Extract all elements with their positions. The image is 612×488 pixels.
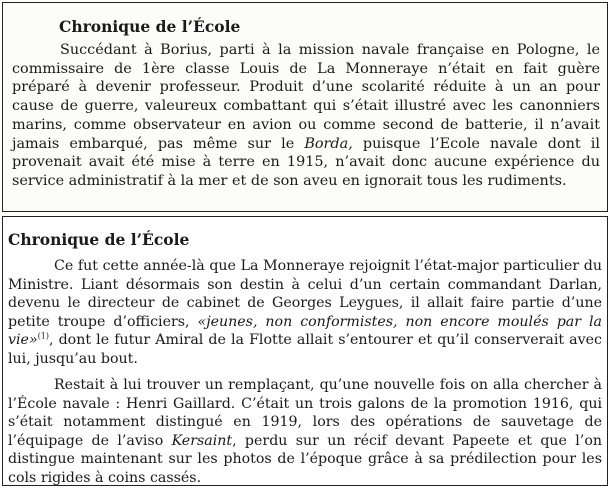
- top-section-title: Chronique de l’École: [59, 17, 241, 36]
- bottom-paragraph-1: [8, 257, 602, 369]
- footnote-marker: (1): [37, 331, 49, 341]
- bottom-excerpt-panel: [2, 216, 608, 486]
- paragraph-1-start: Ce fut cette année-là que La Monneraye rejoignit l’état-major particulier du Ministre. Liant désormais son destin à celui d’un certain commandant Darlan, devenu le directeur de cabinet de Georges Leygues, il allait faire partie d’une petite troupe d’officiers,: [8, 258, 602, 330]
- borda-ship-name: Borda,: [304, 135, 353, 152]
- paragraph-1-end: , dont le futur Amiral de la Flotte allait s’entourer et qu’il conserverait avec lui, jusqu’au bout.: [8, 332, 602, 367]
- paragraph-2-start: Restait à lui trouver un remplaçant, qu’une nouvelle fois on alla chercher à l’École navale : Henri Gaillard. C’était un trois galons de la promotion 1916, qui s’était notamment distingué en 1919, lors des opérations de sauvetage de l’équipage de l’aviso: [8, 377, 602, 449]
- paragraph-1-quote: «jeunes, non conformistes, non encore moulés par la vie»: [8, 313, 602, 349]
- bottom-paragraph-2: [8, 376, 602, 488]
- bottom-section-title: Chronique de l’École: [8, 230, 190, 249]
- top-paragraph: [12, 41, 600, 191]
- top-paragraph-text: Succédant à Borius, parti à la mission navale française en Pologne, le commissaire de 1ère classe Louis de La Monneraye n’était en fait guère préparé à devenir professeur. Produit d’une scolarité réduite à un an pour cause de guerre, valeureux combattant qui s’était illustré avec les canonniers marins, comme observateur en avion ou comme second de batterie, il n’avait jamais embarqué, pas même sur le: [12, 42, 600, 152]
- top-paragraph-end: puisque l’Ecole navale dont il provenait avait été mise à terre en 1915, n’avait donc aucune expérience du service administratif à la mer et de son aveu en ignorait tous les rudiments.: [12, 135, 601, 189]
- kersaint-ship-name: Kersaint: [171, 432, 233, 449]
- paragraph-2-end: , perdu sur un récif devant Papeete et que l’on distingue maintenant sur les photos de l’époque grâce à sa prédilection pour les cols rigides à coins cassés.: [8, 432, 602, 486]
- top-excerpt-panel: [2, 2, 608, 212]
